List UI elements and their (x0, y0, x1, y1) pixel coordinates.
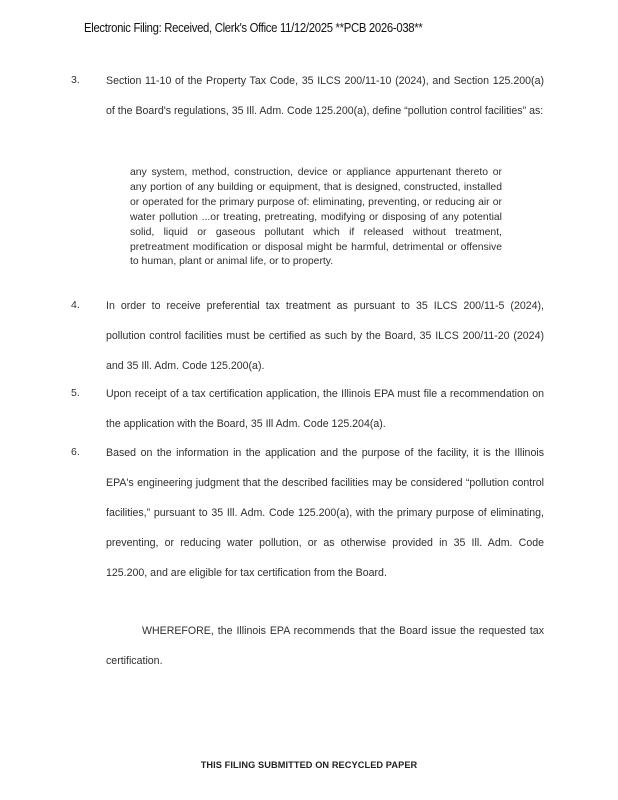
paragraph-number-5: 5. (71, 387, 80, 399)
paragraph-number-4: 4. (71, 299, 80, 311)
paragraph-number-6: 6. (71, 446, 80, 458)
paragraph-5-text: Upon receipt of a tax certification application, the Illinois EPA must file a recommendation on the application with the Board, 35 Ill Adm. Code 125.204(a). (106, 388, 544, 430)
paragraph-6-text: Based on the information in the application and the purpose of the facility, it is the Illinois EPA's engineering judgment that the described facilities may be considered “pollution control facilities,” pursuant to 35 Ill. Adm. Code 125.200(a), with the primary purpose of eliminating, preventing, or reducing water pollution, or as otherwise provided in 35 Ill. Adm. Code 125.200, and are eligible for tax certification from the Board. (106, 447, 544, 579)
definition-block-quote: any system, method, construction, device or appliance appurtenant thereto or any portion of any building or equipment, that is designed, constructed, installed or operated for the primary purpose of: eliminating, preventing, or reducing air or water pollution ...or treating, pretreating, modifying or disposing of any potential solid, liquid or gaseous pollutant which if released without treatment, pretreatment modification or disposal might be harmful, detrimental or offensive to human, plant or animal life, or to property. (130, 167, 502, 268)
paragraph-number-3: 3. (71, 74, 80, 86)
filing-stamp: Electronic Filing: Received, Clerk's Office 11/12/2025 **PCB 2026-038** (84, 21, 423, 35)
wherefore-clause: WHEREFORE, the Illinois EPA recommends that the Board issue the requested tax certification. (106, 625, 544, 667)
paragraph-3-text: Section 11-10 of the Property Tax Code, 35 ILCS 200/11-10 (2024), and Section 125.200(a) of the Board's regulations, 35 Ill. Adm. Code 125.200(a), define “pollution control facilities” as: (106, 75, 544, 117)
paragraph-4-text: In order to receive preferential tax treatment as pursuant to 35 ILCS 200/11-5 (2024), pollution control facilities must be certified as such by the Board, 35 ILCS 200/11-20 (2024) and 35 Ill. Adm. Code 125.200(a). (106, 300, 544, 372)
recycled-paper-footer: THIS FILING SUBMITTED ON RECYCLED PAPER (200, 760, 418, 770)
